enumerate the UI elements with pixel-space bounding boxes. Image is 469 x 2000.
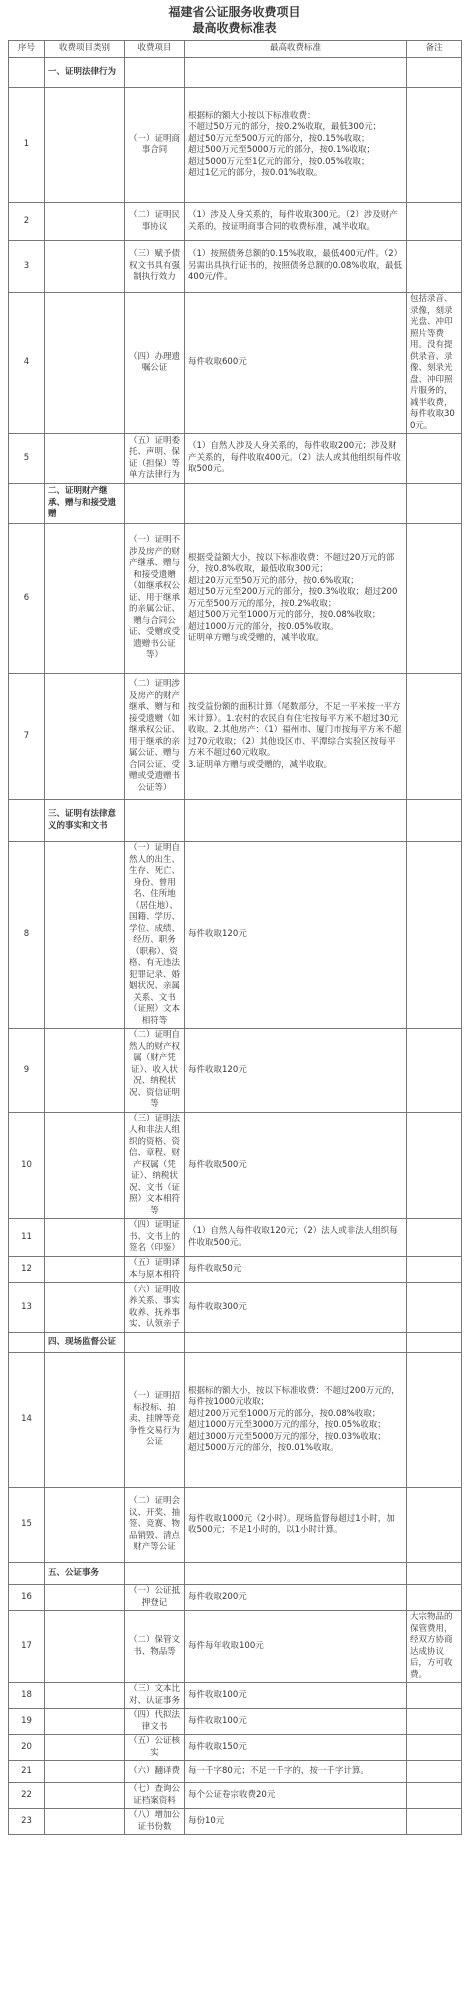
row-standard xyxy=(185,58,407,88)
row-number: 14 xyxy=(9,1353,45,1488)
row-note xyxy=(407,1563,462,1585)
row-standard: 每件收取1000元（2小时）。现场监督每超过1小时，加收500元；不足1小时的，以1小时计算。 xyxy=(185,1488,407,1563)
table-row xyxy=(9,1257,462,1283)
row-standard: 每件收取50元 xyxy=(185,1257,407,1283)
row-number xyxy=(9,58,45,88)
category-row xyxy=(9,800,462,842)
row-item: （二）证明涉及房产的财产继承、赠与和接受遗赠（如继承权公证、用于继承的亲属公证、赠与合同公证、受赠或受遗赠书公证等） xyxy=(125,674,185,800)
row-note xyxy=(407,1783,462,1809)
row-note xyxy=(407,1283,462,1333)
row-number: 15 xyxy=(9,1488,45,1563)
table-row xyxy=(9,1112,462,1219)
table-row xyxy=(9,674,462,800)
row-category xyxy=(45,1611,125,1683)
row-standard xyxy=(185,1333,407,1353)
row-item: （三）文本比对、认证事务 xyxy=(125,1683,185,1709)
row-number: 9 xyxy=(9,1029,45,1113)
row-item: （一）证明商事合同 xyxy=(125,88,185,203)
row-item xyxy=(125,1563,185,1585)
row-category xyxy=(45,1783,125,1809)
header-no: 序号 xyxy=(9,41,45,58)
row-note xyxy=(407,1333,462,1353)
row-standard: （1）涉及人身关系的，每件收取300元。（2）涉及财产关系的，按证明商事合同的收费标准，减半收取。 xyxy=(185,203,407,241)
fee-table xyxy=(8,40,462,1835)
table-row xyxy=(9,1709,462,1735)
row-category xyxy=(45,1283,125,1333)
row-note xyxy=(407,1735,462,1761)
row-category xyxy=(45,203,125,241)
row-number: 13 xyxy=(9,1283,45,1333)
row-number xyxy=(9,1563,45,1585)
table-row xyxy=(9,524,462,674)
row-number: 20 xyxy=(9,1735,45,1761)
row-standard: 每件收取150元 xyxy=(185,1735,407,1761)
row-number: 8 xyxy=(9,842,45,1029)
row-note xyxy=(407,800,462,842)
row-standard: 每件收取100元 xyxy=(185,1709,407,1735)
row-standard: 每件收取120元 xyxy=(185,1029,407,1113)
table-header-row xyxy=(9,41,462,58)
row-standard: 每件收取500元 xyxy=(185,1112,407,1219)
row-category xyxy=(45,674,125,800)
row-standard: 每件收取300元 xyxy=(185,1283,407,1333)
row-category: 二、证明财产继承、赠与和接受遗赠 xyxy=(45,484,125,524)
row-note xyxy=(407,203,462,241)
table-row xyxy=(9,1735,462,1761)
row-number: 2 xyxy=(9,203,45,241)
row-number: 7 xyxy=(9,674,45,800)
row-standard: 每件收取200元 xyxy=(185,1585,407,1611)
row-number: 1 xyxy=(9,88,45,203)
table-body xyxy=(9,58,462,1835)
row-item: （二）证明自然人的财产权属（财产凭证）、收入状况、纳税状况、资信证明等 xyxy=(125,1029,185,1113)
row-category xyxy=(45,241,125,293)
table-row xyxy=(9,293,462,434)
row-category xyxy=(45,1219,125,1257)
row-item: （一）证明招标投标、拍卖、挂牌等竞争性交易行为公证 xyxy=(125,1353,185,1488)
row-item: （六）翻译费 xyxy=(125,1761,185,1783)
row-item xyxy=(125,800,185,842)
row-item: （八）增加公证书份数 xyxy=(125,1809,185,1835)
row-note xyxy=(407,674,462,800)
row-note xyxy=(407,1809,462,1835)
row-number: 19 xyxy=(9,1709,45,1735)
row-item: （一）证明自然人的出生、生存、死亡、身份、曾用名、住所地（居住地）、国籍、学历、学位、成绩、经历、职务（职称）、资格、有无违法犯罪记录、婚姻状况、亲属关系、文书（证照）文本相符等 xyxy=(125,842,185,1029)
row-category xyxy=(45,1488,125,1563)
row-number: 4 xyxy=(9,293,45,434)
table-row xyxy=(9,1585,462,1611)
row-standard: （1）自然人每件收取120元；（2）法人或非法人组织每件收取500元。 xyxy=(185,1219,407,1257)
row-number xyxy=(9,800,45,842)
title-line-2: 最高收费标准表 xyxy=(192,21,277,35)
row-item: （三）赋予债权文书具有强制执行效力 xyxy=(125,241,185,293)
row-category xyxy=(45,1585,125,1611)
row-item: （二）证明民事协议 xyxy=(125,203,185,241)
row-item xyxy=(125,484,185,524)
row-item: （一）证明不涉及房产的财产继承、赠与和接受遗赠（如继承权公证、用于继承的亲属公证、赠与合同公证、受赠或受遗赠书公证等） xyxy=(125,524,185,674)
row-standard: 每件收取120元 xyxy=(185,842,407,1029)
row-note xyxy=(407,1683,462,1709)
document-title xyxy=(0,0,469,40)
row-category xyxy=(45,1353,125,1488)
row-item: （七）查询公证档案资料 xyxy=(125,1783,185,1809)
table-row xyxy=(9,241,462,293)
table-row xyxy=(9,1809,462,1835)
table-row xyxy=(9,1611,462,1683)
row-note xyxy=(407,842,462,1029)
row-number: 23 xyxy=(9,1809,45,1835)
row-number: 21 xyxy=(9,1761,45,1783)
category-row xyxy=(9,484,462,524)
row-note xyxy=(407,88,462,203)
row-item: （三）证明法人和非法人组织的资格、资信、章程、财产权属（凭证）、纳税状况、文书（证照）文本相符等 xyxy=(125,1112,185,1219)
row-category xyxy=(45,1761,125,1783)
row-category xyxy=(45,1709,125,1735)
row-item: （二）保管文书、物品等 xyxy=(125,1611,185,1683)
table-row xyxy=(9,1488,462,1563)
row-item: （五）证明委托、声明、保证（担保）等单方法律行为 xyxy=(125,434,185,484)
row-item: （五）公证核实 xyxy=(125,1735,185,1761)
row-number: 18 xyxy=(9,1683,45,1709)
row-category xyxy=(45,1029,125,1113)
row-note: 大宗物品的保管费用，经双方协商达成协议后，方可收费。 xyxy=(407,1611,462,1683)
row-item: （一）公证抵押登记 xyxy=(125,1585,185,1611)
table-row xyxy=(9,434,462,484)
row-note xyxy=(407,58,462,88)
row-number: 3 xyxy=(9,241,45,293)
row-note xyxy=(407,1488,462,1563)
header-item: 收费项目 xyxy=(125,41,185,58)
row-number: 5 xyxy=(9,434,45,484)
row-standard: 每件收取100元 xyxy=(185,1683,407,1709)
row-standard: 根据标的额大小按以下标准收费： 不超过50万元的部分，按0.2%收取，最低300元； 超过50万元至500万元的部分，按0.15%收取； 超过500万元至5000万元的部分，按0.1%收取； 超过5000万元至1亿元的部分，按0.05%收取； 超过1亿元的部分，按0.01%收取。 xyxy=(185,88,407,203)
table-row xyxy=(9,1353,462,1488)
row-note xyxy=(407,1353,462,1488)
row-item: （六）证明收养关系、事实收养、抚养事实、认领亲子 xyxy=(125,1283,185,1333)
row-note xyxy=(407,1029,462,1113)
row-standard: 每个公证卷宗收费20元 xyxy=(185,1783,407,1809)
row-note xyxy=(407,484,462,524)
table-row xyxy=(9,88,462,203)
row-note: 包括录音、录像，刻录光盘、冲印照片等费用。没有提供录音、录像、刻录光盘、冲印照片服务的，减半收费，每件收取300元。 xyxy=(407,293,462,434)
row-category: 四、现场监督公证 xyxy=(45,1333,125,1353)
row-number: 22 xyxy=(9,1783,45,1809)
row-item: （二）证明会议、开奖、抽签、竞赛、物品销毁、清点财产等公证 xyxy=(125,1488,185,1563)
category-row xyxy=(9,58,462,88)
row-category xyxy=(45,434,125,484)
row-standard: 根据标的额大小，按以下标准收费：不超过200万元的，每件按1000元收取； 超过200万元至1000万元的部分，按0.08%收取； 超过1000万元至3000万元的部分，按0.05%收取； 超过3000万元至5000万元的部分，按0.03%收取； 超过5000万元的部分，按0.01%收取。 xyxy=(185,1353,407,1488)
row-category: 三、证明有法律意义的事实和文书 xyxy=(45,800,125,842)
row-standard: 按受益份额的面积计算（尾数部分，不足一平米按一平方米计算）。1.农村的农民自有住宅按每平方米不超过30元收取。2.其他房产：（1）福州市、厦门市按每平方米不超过70元收取；（2）其他设区市、平潭综合实验区按每平方米不超过60元收取。 3.证明单方赠与或受赠的，减半收取。 xyxy=(185,674,407,800)
row-category xyxy=(45,1809,125,1835)
table-row xyxy=(9,1783,462,1809)
header-standard: 最高收费标准 xyxy=(185,41,407,58)
row-standard: 根据受益额大小，按以下标准收费：不超过20万元的部分，按0.8%收取，最低收取300元； 超过20万元至50万元的部分，按0.6%收取； 超过50万元至200万元的部分，按0.3%收取；超过200万元至500万元的部分，按0.2%收取； 超过500万元至1000万元的部分，按0.08%收取； 超过1000万元的部分，按0.05%收取。 证明单方赠与或受赠的，减半收取。 xyxy=(185,524,407,674)
row-note xyxy=(407,1585,462,1611)
row-number: 10 xyxy=(9,1112,45,1219)
table-row xyxy=(9,1761,462,1783)
row-standard xyxy=(185,484,407,524)
table-row xyxy=(9,1029,462,1113)
table-row xyxy=(9,1683,462,1709)
row-number xyxy=(9,1333,45,1353)
table-row xyxy=(9,842,462,1029)
row-standard: 每件收取600元 xyxy=(185,293,407,434)
row-number xyxy=(9,484,45,524)
row-note xyxy=(407,1112,462,1219)
row-standard: 每一千字80元；不足一千字的，按一千字计算。 xyxy=(185,1761,407,1783)
row-category xyxy=(45,293,125,434)
row-category xyxy=(45,1257,125,1283)
row-note xyxy=(407,241,462,293)
row-number: 6 xyxy=(9,524,45,674)
header-category: 收费项目类别 xyxy=(45,41,125,58)
row-item: （四）办理遗嘱公证 xyxy=(125,293,185,434)
row-standard xyxy=(185,800,407,842)
row-note xyxy=(407,1709,462,1735)
row-item: （五）证明译本与原本相符 xyxy=(125,1257,185,1283)
row-standard: 每件每年收取100元 xyxy=(185,1611,407,1683)
table-row xyxy=(9,203,462,241)
category-row xyxy=(9,1563,462,1585)
row-note xyxy=(407,434,462,484)
row-standard: （1）按照债务总额的0.15%收取，最低400元/件。（2）另需出具执行证书的，按照债务总额的0.08%收取，最低400元/件。 xyxy=(185,241,407,293)
row-standard xyxy=(185,1563,407,1585)
row-item: （四）代拟法律文书 xyxy=(125,1709,185,1735)
row-item: （四）证明证书、文书上的签名（印鉴） xyxy=(125,1219,185,1257)
header-note: 备注 xyxy=(407,41,462,58)
row-standard: （1）自然人涉及人身关系的，每件收取200元；涉及财产关系的，每件收取400元。（2）法人或其他组织每件收取500元。 xyxy=(185,434,407,484)
table-row xyxy=(9,1283,462,1333)
row-number: 12 xyxy=(9,1257,45,1283)
row-number: 17 xyxy=(9,1611,45,1683)
row-category: 一、证明法律行为 xyxy=(45,58,125,88)
row-category xyxy=(45,1735,125,1761)
row-note xyxy=(407,1761,462,1783)
table-row xyxy=(9,1219,462,1257)
category-row xyxy=(9,1333,462,1353)
row-category xyxy=(45,842,125,1029)
row-number: 11 xyxy=(9,1219,45,1257)
row-item xyxy=(125,58,185,88)
row-note xyxy=(407,1257,462,1283)
row-category xyxy=(45,88,125,203)
row-note xyxy=(407,1219,462,1257)
row-category xyxy=(45,1683,125,1709)
row-item xyxy=(125,1333,185,1353)
row-number: 16 xyxy=(9,1585,45,1611)
row-category xyxy=(45,524,125,674)
title-line-1: 福建省公证服务收费项目 xyxy=(168,5,301,19)
row-note xyxy=(407,524,462,674)
row-standard: 每份10元 xyxy=(185,1809,407,1835)
row-category xyxy=(45,1112,125,1219)
row-category: 五、公证事务 xyxy=(45,1563,125,1585)
